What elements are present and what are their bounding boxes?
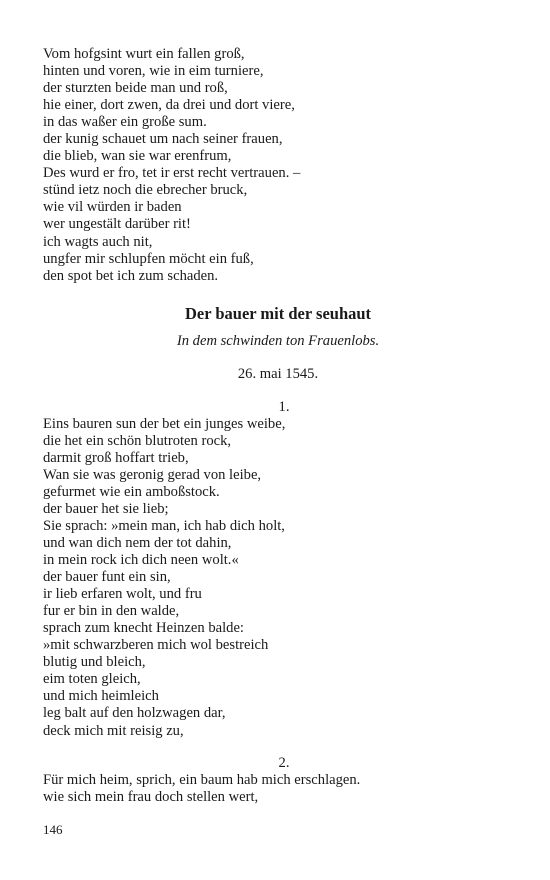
stanza-2 bbox=[43, 772, 513, 806]
verse-line: fur er bin in den walde, bbox=[43, 603, 180, 620]
verse-line: gefurmet wie ein amboßstock. bbox=[43, 483, 220, 500]
verse-line: der sturzten beide man und roß, bbox=[43, 80, 228, 97]
verse-line: Eins bauren sun der bet ein junges weibe, bbox=[43, 415, 286, 432]
stanza-number-2: 2. bbox=[278, 754, 290, 771]
verse-line: darmit groß hoffart trieb, bbox=[43, 449, 189, 466]
verse-line: der kunig schauet um nach seiner frauen, bbox=[43, 131, 283, 148]
verse-line: leg balt auf den holzwagen dar, bbox=[43, 705, 226, 722]
page-number: 146 bbox=[43, 822, 63, 837]
verse-line: Wan sie was geronig gerad von leibe, bbox=[43, 466, 262, 483]
intro-verse bbox=[43, 46, 513, 285]
verse-line: eim toten gleich, bbox=[43, 671, 141, 688]
verse-line: Des wurd er fro, tet ir erst recht vertrauen. – bbox=[43, 165, 301, 182]
verse-line: hie einer, dort zwen, da drei und dort viere, bbox=[43, 97, 295, 114]
verse-line: der bauer het sie lieb; bbox=[43, 500, 169, 517]
stanza-1 bbox=[43, 416, 513, 740]
verse-line: blutig und bleich, bbox=[43, 654, 146, 671]
verse-line: hinten und voren, wie in eim turniere, bbox=[43, 63, 264, 80]
verse-line: »mit schwarzberen mich wol bestreich bbox=[43, 637, 269, 654]
stanza-number-1: 1. bbox=[278, 398, 290, 415]
verse-line: deck mich mit reisig zu, bbox=[43, 722, 184, 739]
verse-line: der bauer funt ein sin, bbox=[43, 569, 171, 586]
poem-date: 26. mai 1545. bbox=[237, 365, 319, 382]
verse-line: ir lieb erfaren wolt, und fru bbox=[43, 586, 202, 603]
verse-line: Vom hofgsint wurt ein fallen groß, bbox=[43, 46, 245, 62]
verse-line: und mich heimleich bbox=[43, 688, 159, 705]
verse-line: ich wagts auch nit, bbox=[43, 233, 153, 250]
verse-line: Sie sprach: »mein man, ich hab dich holt, bbox=[43, 517, 285, 534]
poem-title: Der bauer mit der seuhaut bbox=[184, 303, 372, 323]
verse-line: in das waßer ein große sum. bbox=[43, 114, 207, 131]
page-content bbox=[43, 46, 513, 806]
verse-line: wer ungestält darüber rit! bbox=[43, 216, 191, 233]
verse-line: in mein rock ich dich neen wolt.« bbox=[43, 552, 239, 569]
verse-line: wie vil würden ir baden bbox=[43, 199, 182, 216]
verse-line: stünd ietz noch die ebrecher bruck, bbox=[43, 182, 248, 199]
verse-line: ungfer mir schlupfen möcht ein fuß, bbox=[43, 250, 254, 267]
verse-line: wie sich mein frau doch stellen wert, bbox=[43, 788, 259, 805]
verse-line: den spot bet ich zum schaden. bbox=[43, 267, 219, 284]
verse-line: sprach zum knecht Heinzen balde: bbox=[43, 620, 244, 637]
verse-line: Für mich heim, sprich, ein baum hab mich erschlagen. bbox=[43, 771, 361, 788]
poem-tune-note: In dem schwinden ton Frauenlobs. bbox=[176, 332, 380, 349]
verse-line: die blieb, wan sie war erenfrum, bbox=[43, 148, 232, 165]
verse-line: und wan dich nem der tot dahin, bbox=[43, 534, 232, 551]
verse-line: die het ein schön blutroten rock, bbox=[43, 432, 232, 449]
